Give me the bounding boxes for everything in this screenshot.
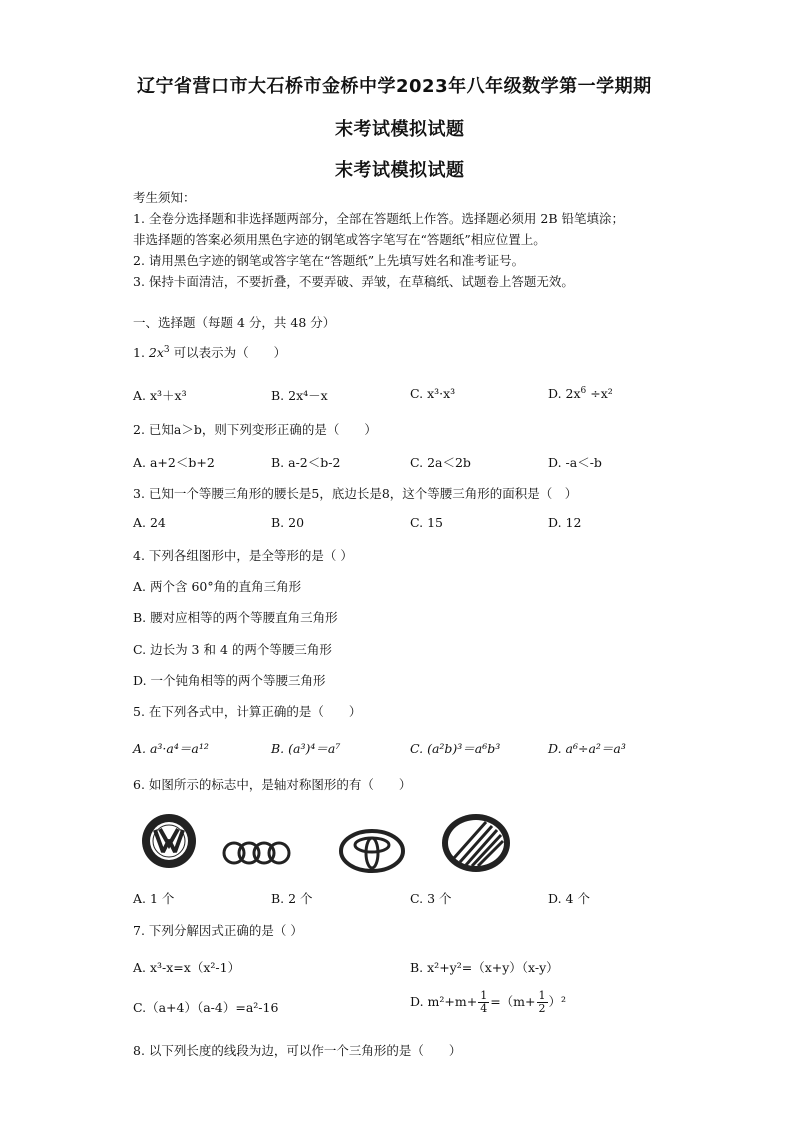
question-1-option-b: B. 2x⁴－x (271, 388, 328, 403)
notice-line-2: 2. 请用黑色字迹的钢笔或答字笔在“答题纸”上先填写姓名和准考证号。 (133, 253, 525, 268)
question-2-option-b: B. a-2＜b-2 (271, 455, 341, 470)
toyota-logo-icon (338, 828, 406, 874)
question-4-stem: 4. 下列各组图形中，是全等形的是（ ） (133, 548, 353, 563)
page-title: 辽宁省营口市大石桥市金桥中学2023年八年级数学第一学期期 (137, 76, 652, 97)
question-2-option-a: A. a+2＜b+2 (133, 455, 215, 470)
question-7-option-d: D. m²+m+ $\frac{1}{4}$ =（m+ $\frac{1}{2}$ ）² (410, 989, 567, 1015)
question-5-stem: 5. 在下列各式中，计算正确的是（ ） (133, 704, 362, 719)
question-3-option-a: A. 24 (133, 515, 166, 530)
notice-line-1b: 非选择题的答案必须用黑色字迹的钢笔或答字笔写在“答题纸”相应位置上。 (133, 232, 546, 247)
question-6-stem: 6. 如图所示的标志中，是轴对称图形的有（ ） (133, 777, 412, 792)
question-7-stem: 7. 下列分解因式正确的是（ ） (133, 923, 303, 938)
audi-logo-icon (222, 840, 292, 866)
question-7-option-a: A. x³-x=x（x²-1） (133, 960, 241, 975)
question-7-option-b: B. x²+y²=（x+y）（x-y） (410, 960, 559, 975)
question-3-option-c: C. 15 (410, 515, 443, 530)
notice-line-3: 3. 保持卡面清洁，不要折叠，不要弄破、弄皱，在草稿纸、试题卷上答题无效。 (133, 274, 574, 289)
volkswagen-logo-icon (140, 812, 198, 870)
question-1-stem: 1. $2x^3$ 可以表示为（ ） (133, 344, 287, 360)
section-heading: 一、选择题（每题 4 分，共 48 分） (133, 315, 336, 330)
question-2-option-d: D. -a＜-b (548, 455, 602, 470)
question-3-option-b: B. 20 (271, 515, 305, 530)
question-6-option-b: B. 2 个 (271, 891, 313, 906)
question-3-option-d: D. 12 (548, 515, 582, 530)
question-1-option-c: C. x³·x³ (410, 386, 456, 401)
question-5-option-c: C. (a²b)³＝a⁶b³ (410, 741, 501, 756)
question-1-option-d: D. $2x^6 \div x^2$ (548, 386, 613, 402)
question-6-option-c: C. 3 个 (410, 891, 452, 906)
question-4-option-b: B. 腰对应相等的两个等腰直角三角形 (133, 610, 338, 625)
question-5-option-b: B. (a³)⁴＝a⁷ (271, 741, 341, 756)
question-4-option-c: C. 边长为 3 和 4 的两个等腰三角形 (133, 642, 332, 657)
page-subtitle-repeat: 末考试模拟试题 (335, 160, 465, 181)
question-6-option-a: A. 1 个 (133, 891, 175, 906)
page-subtitle: 末考试模拟试题 (335, 119, 465, 140)
question-6-option-d: D. 4 个 (548, 891, 590, 906)
notice-line-1: 1. 全卷分选择题和非选择题两部分，全部在答题纸上作答。选择题必须用 2B 铅笔填涂； (133, 211, 624, 226)
question-2-stem: 2. 已知a＞b，则下列变形正确的是（ ） (133, 422, 377, 437)
question-4-option-a: A. 两个含 60°角的直角三角形 (133, 579, 302, 594)
question-1-option-a: A. x³＋x³ (133, 388, 187, 403)
question-5-option-d: D. a⁶÷a²＝a³ (548, 741, 626, 756)
question-8-stem: 8. 以下列长度的线段为边，可以作一个三角形的是（ ） (133, 1043, 462, 1058)
question-7-option-c: C.（a+4）（a-4）=a²-16 (133, 1000, 279, 1015)
question-3-stem: 3. 已知一个等腰三角形的腰长是5，底边长是8，这个等腰三角形的面积是（ ） (133, 486, 578, 501)
question-4-option-d: D. 一个钝角相等的两个等腰三角形 (133, 673, 326, 688)
question-2-option-c: C. 2a＜2b (410, 455, 471, 470)
question-5-option-a: A. a³·a⁴＝a¹² (133, 741, 209, 756)
stripes-logo-icon (440, 812, 512, 874)
notice-heading: 考生须知： (133, 190, 196, 205)
